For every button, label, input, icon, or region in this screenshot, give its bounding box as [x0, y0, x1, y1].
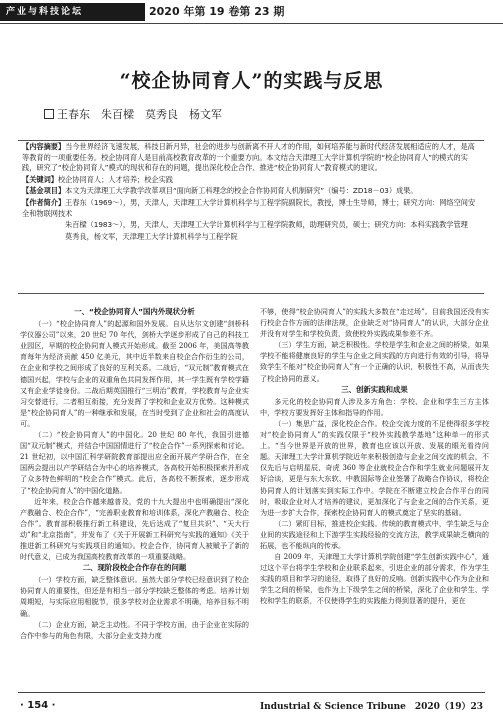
- summary-text: 当今世界经济飞速发展，科技日新月异，社会的进步与创新离不开人才的作用，如何培养能与新时代经济发展相适应的人才，是高等教育的一项重要任务。校企协同育人是目前高校教育改革的一个重要方向。本文结合天津理工大学计算机学院的“校企协同育人”的模式的实践，研究了“校企协同育人”模式的现状和存在的问题，提出深化校企合作、推进“校企协同育人”教育模式的建议。: [22, 142, 475, 173]
- keywords-label: 【关键词】: [22, 174, 58, 184]
- body-paragraph: （二）紧盯目标，推进校企实践。传统的教育模式中，学生缺乏与企业间的实践途径和上下游学生实践经验的交流方法，教学成果缺乏横向的拓展，也不能纵向的传承。: [260, 518, 489, 550]
- right-column: [260, 306, 489, 683]
- abstract-bottom-rule: [18, 293, 484, 294]
- body-paragraph: 不够，使得“校企协同育人”的实践大多数在“走过场”。目前我国还没有实行校企合作方面的法律法规，企业缺乏对“协同育人”的认识，大部分企业并没有对学生和学校负责，致使校外实践成果参差不齐。: [260, 307, 489, 339]
- body-paragraph: （一）学校方面，缺乏整体意识。虽然大部分学校已经意识到了校企协同育人的重要性，但还是有相当一部分学校缺乏整体的考虑。培养计划周期短，与实际应用相脱节，很多学校对企业需求不明确，培养目标不明确。: [20, 575, 249, 618]
- author-bio-block: [22, 198, 482, 219]
- abstract-block: [22, 142, 482, 243]
- body-paragraph: 近年来，校企合作越来越普及，党的十九大提出中也明确提出“深化产教融合、校企合作”，“完善职业教育和培训体系，深化产教融合、校企合作”。教育部积极推行新工科建设，先后达成了“复旦共识”、“天大行动”和“北京指南”，并发布了《关于开展新工科研究与实践的通知》《关于推进新工科研究与实践项目的通知》。校企合作，协同育人被赋予了新的时代意义，已成为我国高校教育改革的一项重要战略。: [20, 496, 249, 562]
- summary-label: 【内容摘要】: [22, 142, 66, 151]
- section-heading: 三、创新实践和成果: [341, 384, 408, 394]
- journal-name: Industrial & Science Tribune 2020（19）23: [259, 702, 483, 712]
- author-bio-line: 朱百樑（1983～），男，天津人，天津理工大学计算机科学与工程学院教师，助理研究员，硕士；研究方向：本科实践教学管理: [65, 220, 468, 230]
- body-paragraph: （三）学生方面，缺乏积极性。学校是学生和企业之间的桥梁，如果学校不能将健康良好的学生与企业之间实践的方向进行有效的引导，将导致学生不能对“校企协同育人”有一个正确的认识，积极性不高，从而丧失了校企协同的意义。: [260, 340, 489, 383]
- fund-label: 【基金项目】: [22, 186, 66, 196]
- body-paragraph: （二）“校企协同育人”的中国化。20 世纪 80 年代，我国引进德国“双元制”模式，并结合中国国情进行了“校企合作”一系列探索和讨论。21 世纪初，以中国汇科学研院教育部提出应全面开展产学研合作，在全国两会提出以产学研结合为中心的培养模式，各高校开始积极探索并形成了众多特色鲜明的“校企合作”模式。此后，各高校不断探索，逐步形成了“校企协同育人”的中国化道路。: [20, 430, 249, 495]
- section-badge: 产业与科技论坛: [0, 3, 145, 21]
- fund-text: 本文为天津理工大学教学改革项目“面向新工科理念的校企合作协同育人机制研究”（编号：ZD18－03）成果。: [65, 186, 418, 196]
- author-bio-line: 莫秀良，杨文军，天津理工大学计算机科学与工程学院: [65, 231, 238, 241]
- summary-block: [22, 142, 482, 174]
- body-paragraph: 自 2009 年，天津理工大学计算机学院创建“学生创新实践中心”，通过这个平台将学生学校和企业联系起来，引进企业的部分需求，作为学生实践的项目和学习的途径，取得了良好的反响。创新实践中心作为企业和学生之间的桥梁，也作为上下级学生之间的桥梁，深化了企业和学生、学校和学生的联系，不仅使得学生的实践能力得到显著的提升，更在: [260, 552, 489, 606]
- body-paragraph: （二）企业方面，缺乏主动性。不同于学校方面，由于企业在实际的合作中参与的角色有限，大部分企业支持力度: [20, 619, 249, 640]
- keywords-text: 校企协同育人；人才培养；校企实践: [57, 174, 173, 184]
- section-heading: 二、现阶段校企合作存在的问题: [82, 563, 187, 573]
- fund-block: [22, 186, 482, 197]
- body-paragraph: （一）“校企协同育人”的起源和国外发展。自从达尔文创建“剑桥科学仪器公司”以来，20 世纪 70 年代，剑桥大学逐步形成了自己的科技工业园区，早期的校企协同育人模式开始形成。截至 2006 年，美国高等教育每年为经济贡献 450 亿美元，其中近半数来自校企合作衍生的公司，在企业和学校之间形成了良好的互利关系。二战后，“双元制”教育模式在德国兴起，学校与企业的双重角色共同发挥作用，其一学生既有学校学籍又有企业学徒身份。二战后期英国推行“三明治”教育，学校教育与企业实习交替进行，二者相互衔接，充分发挥了学校和企业双方优势。这种模式是“校企协同育人”的一种继承和发展，在当时受到了企业和社会的高度认可。: [20, 319, 249, 428]
- issue-label: 2020 年第 19 卷第 23 期: [149, 5, 285, 18]
- abstract-top-rule: [18, 140, 484, 141]
- author-names: 王春东 朱百樑 莫秀良 杨文军: [57, 108, 222, 121]
- left-column: [20, 306, 249, 683]
- body-paragraph: 多元化的校企协同育人涉及多方角色：学校、企业和学生三方主体中，学校方要发挥好主体和指导的作用。: [260, 396, 489, 417]
- footer-rule: [18, 692, 485, 693]
- keywords-block: [22, 175, 482, 186]
- page-number: · 154 ·: [20, 700, 56, 711]
- author-line: [44, 106, 222, 122]
- article-title: “校企协同育人”的实践与反思: [119, 70, 384, 92]
- section-heading: 一、“校企协同育人”国内外现状分析: [74, 307, 195, 316]
- author-bio-line: 王春东（1969～），男，天津人，天津理工大学计算机科学与工程学院副院长，教授，博士生导师，博士；研究方向：网络空间安全和物联网技术: [22, 197, 476, 218]
- author-square-icon: [44, 109, 54, 119]
- author-bio-label: 【作者简介】: [22, 197, 66, 207]
- page-header: [0, 0, 503, 24]
- body-paragraph: （一）集思广益，深化校企合作。校企交流力度的不足使得很多学校对“校企协同育人”的实践仅限于“校外实践教学基地”这种单一的形式上。“当今世界是开放的世界，教育也应该以开放、发展的眼光看待问题。天津理工大学计算机学院近年来积极创造与企业之间交流的机会，不仅先后与启明星辰、奇虎 360 等企业就校企合作和学生就业问题展开友好洽谈，更是与东大东软、中教国际等企业签署了战略合作协议，将校企协同育人的计划落实到实际工作中。学院在不断建立校企合作平台的同时，吸取企业对人才培养的建议，更加深化了与企业之间的合作关系，更为进一步扩大合作，探索校企协同育人的模式奠定了坚实的基础。: [260, 418, 489, 517]
- header-rule: [0, 23, 503, 24]
